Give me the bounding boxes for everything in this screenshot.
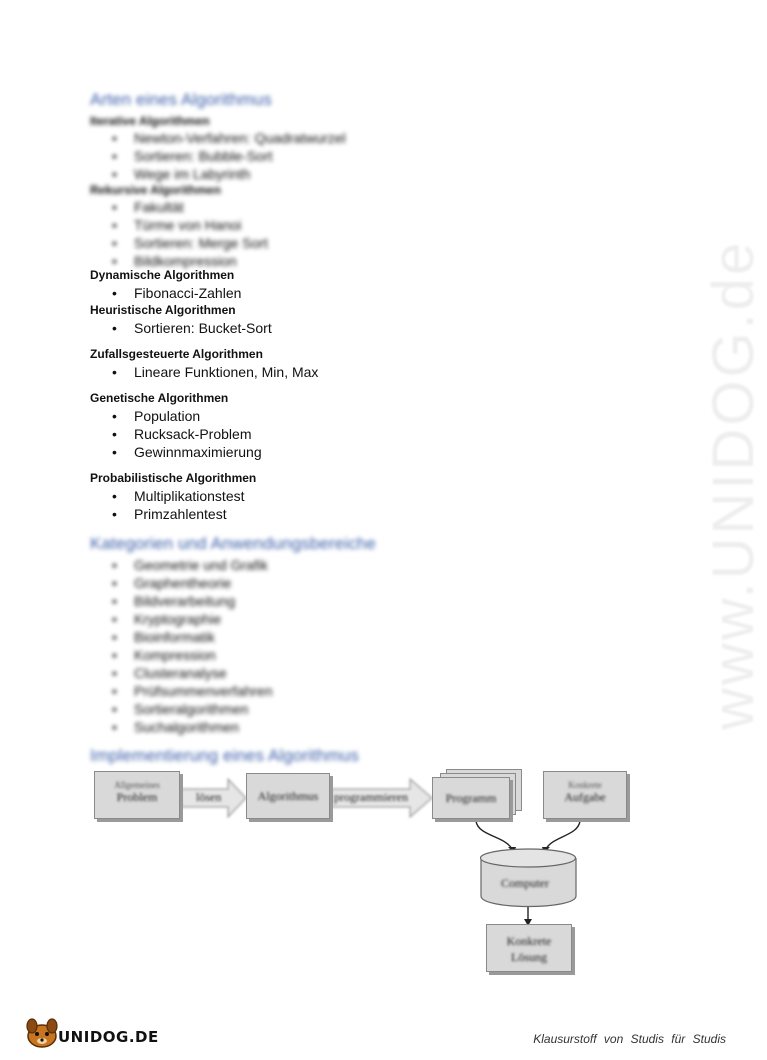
box-aufgabe-small: Konkrete <box>568 780 602 790</box>
list-item: • Sortieralgorithmen <box>112 700 273 718</box>
list-item: • Gewinnmaximierung <box>112 443 262 461</box>
list-item: • Prüfsummenverfahren <box>112 682 273 700</box>
box-loesung-line1: Konkrete <box>506 934 552 948</box>
list-item: • Sortieren: Bucket-Sort <box>112 319 272 337</box>
list-item: • Bildverarbeitung <box>112 592 273 610</box>
list-item: • Rucksack-Problem <box>112 425 262 443</box>
box-algorithmus <box>246 773 330 819</box>
list-item: • Geometrie und Grafik <box>112 556 273 574</box>
subheading-dynamische: Dynamische Algorithmen <box>90 268 235 282</box>
list-item: • Kryptographie <box>112 610 273 628</box>
list-item: • Türme von Hanoi <box>112 216 268 234</box>
box-problem <box>94 771 180 819</box>
list-item: • Graphentheorie <box>112 574 273 592</box>
list-item: • Fibonacci-Zahlen <box>112 284 241 302</box>
box-problem-small: Allgemeines <box>114 780 160 790</box>
section-title-implementierung: Implementierung eines Algorithmus <box>90 746 359 765</box>
connector-aufgabe-computer <box>546 821 580 849</box>
subheading-rekursive: Rekursive Algorithmen <box>90 183 221 197</box>
box-aufgabe-label: Aufgabe <box>564 790 606 804</box>
box-problem-label: Problem <box>116 790 158 804</box>
subheading-probabilistische: Probabilistische Algorithmen <box>90 471 257 485</box>
list-item: • Bildkompression <box>112 252 268 270</box>
subheading-heuristische: Heuristische Algorithmen <box>90 303 236 317</box>
label-computer: Computer <box>501 876 549 890</box>
list-item: • Fakultät <box>112 198 268 216</box>
box-loesung <box>486 924 572 972</box>
subheading-genetische: Genetische Algorithmen <box>90 391 229 405</box>
footer-tagline: Klausurstoff von Studis für Studis <box>533 1032 726 1046</box>
list-item: • Lineare Funktionen, Min, Max <box>112 363 318 381</box>
subheading-zufall: Zufallsgesteuerte Algorithmen <box>90 347 263 361</box>
unidog-logo[interactable] <box>22 1016 172 1046</box>
subheading-iterative: Iterative Algorithmen <box>90 114 210 128</box>
logo-text: UNIDOG.DE <box>58 1028 159 1046</box>
list-item: • Multiplikationstest <box>112 487 245 505</box>
watermark: www.UNIDOG.de <box>701 239 766 730</box>
box-programm <box>432 777 510 819</box>
dog-mascot-icon <box>22 1016 62 1050</box>
list-item: • Primzahlentest <box>112 505 245 523</box>
list-item: • Wege im Labyrinth <box>112 165 346 183</box>
label-loesen: lösen <box>196 790 222 804</box>
list-item: • Kompression <box>112 646 273 664</box>
section-title-kategorien: Kategorien und Anwendungsbereiche <box>90 534 376 553</box>
box-aufgabe <box>543 771 627 819</box>
box-loesung-line2: Lösung <box>511 950 547 964</box>
box-programm-label: Programm <box>445 791 497 805</box>
list-item: • Sortieren: Merge Sort <box>112 234 268 252</box>
list-item: • Population <box>112 407 262 425</box>
section-title-arten: Arten eines Algorithmus <box>90 90 272 109</box>
list-item: • Clusteranalyse <box>112 664 273 682</box>
list-item: • Suchalgorithmen <box>112 718 273 736</box>
label-programmieren: programmieren <box>334 790 408 804</box>
connector-programm-computer <box>476 821 512 849</box>
list-item: • Bioinformatik <box>112 628 273 646</box>
list-item: • Newton-Verfahren: Quadratwurzel <box>112 129 346 147</box>
box-algorithmus-label: Algorithmus <box>257 789 319 803</box>
list-item: • Sortieren: Bubble-Sort <box>112 147 346 165</box>
